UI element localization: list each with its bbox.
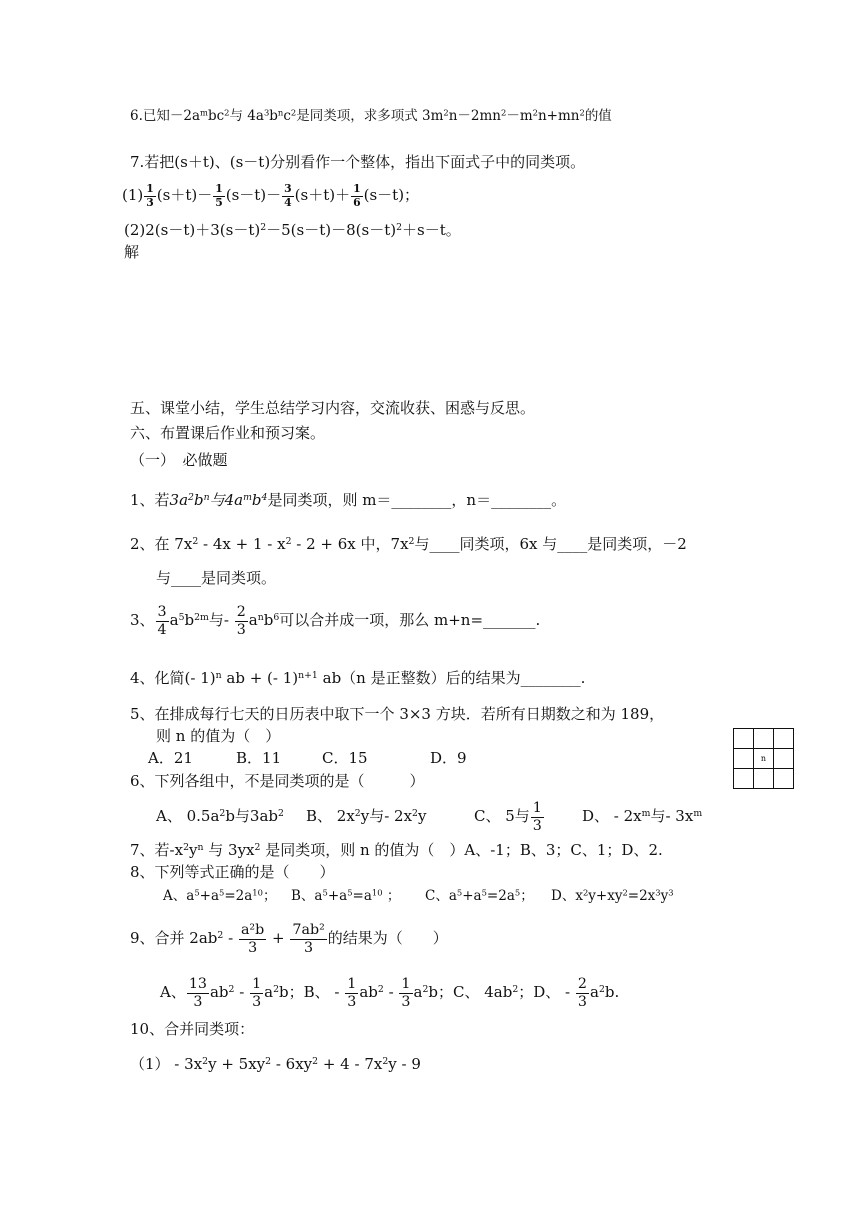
calendar-grid bbox=[733, 728, 794, 789]
exercise-10-stem: 10、合并同类项： bbox=[130, 1020, 255, 1038]
exercise-5-line1: 5、在排成每行七天的日历表中取下一个 3×3 方块．若所有日期数之和为 189， bbox=[130, 705, 665, 723]
q7-intro: 7.若把(s＋t)、(s－t)分别看作一个整体，指出下面式子中的同类项。 bbox=[130, 153, 586, 171]
exercise-8-options bbox=[163, 886, 674, 906]
grid-cell bbox=[754, 729, 774, 749]
grid-cell-center: n bbox=[754, 749, 774, 769]
exercise-1: 1、若$3a^2b^n$与$4a^mb^4$是同类项，则 m＝________，n＝________。 bbox=[130, 491, 567, 509]
exercise-9-stem: 9、合并 $2ab^2$ - $\frac{\text{a²b}}{3}$ + $\frac{\text{7ab²}}{3}$ 的结果为（ ） bbox=[130, 922, 448, 956]
exercise-2-line2: 与____是同类项。 bbox=[156, 569, 277, 587]
exercise-8-stem: 8、下列等式正确的是（ ） bbox=[130, 863, 335, 881]
option-d: D、 - $\frac{2}{3}$ $a^2b$. bbox=[533, 976, 620, 1010]
exercise-3: 3、 $\frac{3}{4}$ $a^5b^{2m}$与- $\frac{2}{3}$ $a^nb^6$可以合并成一项，那么 m+n=_______. bbox=[130, 604, 541, 638]
option-d: D．9 bbox=[430, 749, 467, 767]
section-homework: 六、布置课后作业和预习案。 bbox=[130, 424, 326, 442]
option-d: D、$x^2y+xy^2=2x^3y^3$ bbox=[551, 887, 674, 904]
option-a: A、 $\frac{13}{3}$ $ab^2$ - $\frac{1}{3}$ $a^2b$； bbox=[160, 976, 304, 1010]
grid-cell bbox=[734, 749, 754, 769]
option-a: A、$a^5+a^5=2a^{10}$； bbox=[163, 887, 277, 904]
exercise-4: 4、化简(- 1)$^n$ ab + (- 1)$^{n+1}$ ab（n 是正整数）后的结果为________. bbox=[130, 669, 586, 687]
option-c: C、$a^5+a^5=2a^5$； bbox=[425, 887, 534, 904]
q7-part1: (1) $\frac{1}{3}$ (s＋t)－ $\frac{1}{5}$ (s－t)－ $\frac{3}{4}$ (s＋t)＋ $\frac{1}{6}$ (s－t)； bbox=[122, 181, 420, 209]
option-b: B．11 bbox=[236, 749, 282, 767]
grid-cell bbox=[734, 769, 754, 789]
option-a: A．21 bbox=[148, 749, 193, 767]
q6-line: 6.已知$-2a^mbc^2$与 $4a^3b^nc^2$是同类项，求多项式 $3m^2n-2mn^2-m^2n+mn^2$的值 bbox=[130, 107, 612, 124]
option-c: C、 $4ab^2$； bbox=[452, 983, 534, 1001]
q7-part2: $(2)2(s-t)+3(s-t)^2-5(s-t)-8(s-t)^2+s-t$。 bbox=[124, 221, 461, 239]
grid-cell bbox=[754, 769, 774, 789]
exercise-2-line1: 2、在 $7x^2 - 4x + 1 - x^2 - 2 + 6x$ 中，$7x^2$与____同类项，6x 与____是同类项，－2 bbox=[130, 535, 687, 553]
part1-title: （一） 必做题 bbox=[130, 451, 228, 469]
grid-cell bbox=[774, 729, 794, 749]
option-b: B、 - $\frac{1}{3}$ $ab^2$ - $\frac{1}{3}$ $a^2b$； bbox=[303, 976, 453, 1010]
exercise-10-part1: $(1) - 3x^2y + 5xy^2 - 6xy^2 + 4 - 7x^2y - 9$ bbox=[130, 1055, 421, 1073]
grid-cell bbox=[774, 769, 794, 789]
exercise-6-options bbox=[156, 796, 702, 836]
exercise-5-line2: 则 n 的值为（ ） bbox=[156, 727, 281, 745]
option-c: C、 5与 $\frac{1}{3}$ bbox=[474, 800, 542, 834]
option-b: B、$a^5+a^5=a^{10}$ ； bbox=[291, 887, 401, 904]
grid-cell bbox=[734, 729, 754, 749]
option-a: A、 $0.5a^2b$与$3ab^2$ bbox=[156, 807, 284, 825]
option-d: D、 - $2x^m$与- $3x^m$ bbox=[582, 807, 703, 825]
section-summary: 五、课堂小结，学生总结学习内容，交流收获、困惑与反思。 bbox=[130, 399, 536, 417]
exercise-7: 7、若$-x^2y^n$ 与 $3yx^2$ 是同类项，则 n 的值为（ ）A、-1；B、3；C、1；D、2. bbox=[130, 841, 663, 859]
option-c: C．15 bbox=[322, 749, 368, 767]
exercise-9-options bbox=[160, 972, 619, 1012]
q7-answer-label: 解 bbox=[124, 243, 140, 261]
option-b: B、 $2x^2y$与- $2x^2y$ bbox=[306, 807, 427, 825]
exercise-6-stem: 6、下列各组中，不是同类项的是（ ） bbox=[130, 772, 425, 790]
grid-cell bbox=[774, 749, 794, 769]
exercise-5-options bbox=[148, 748, 467, 768]
